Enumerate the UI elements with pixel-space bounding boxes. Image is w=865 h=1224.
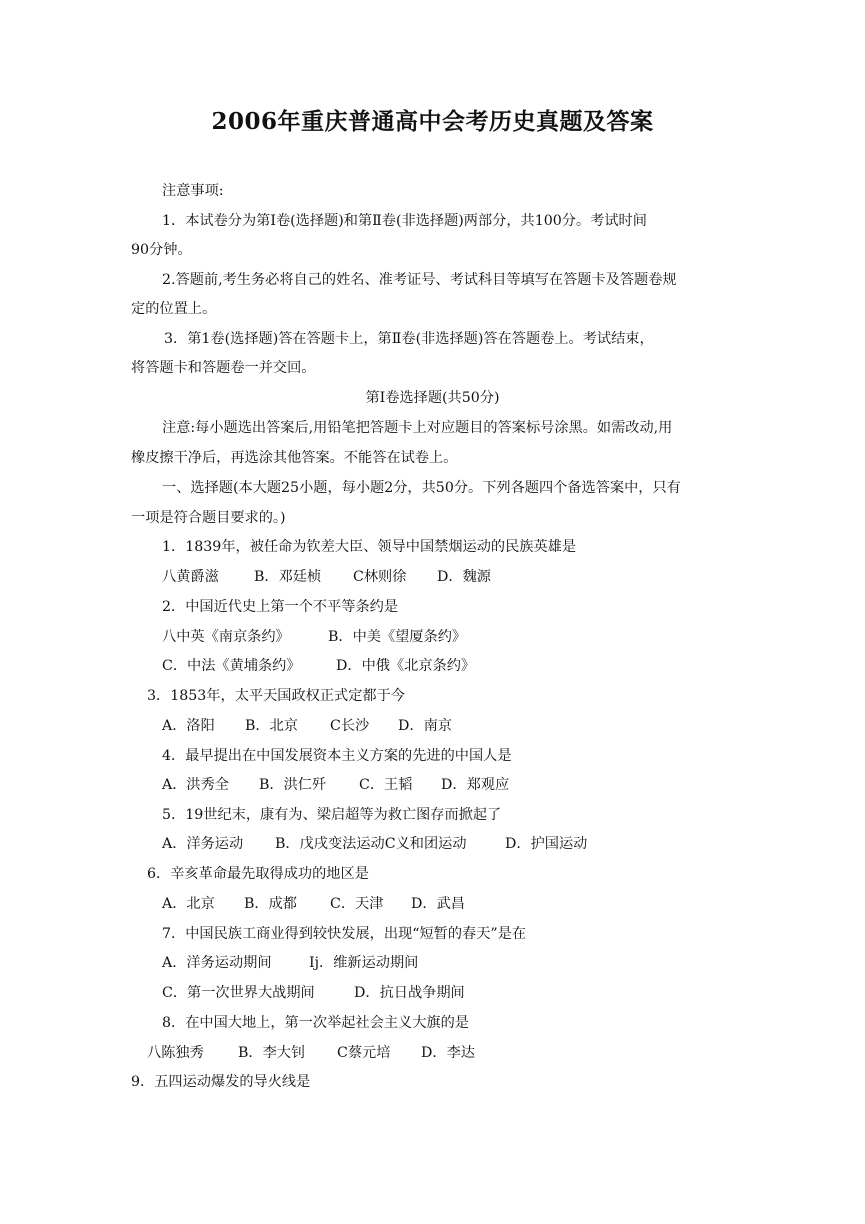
q6-option-d: D．武昌 xyxy=(411,896,465,912)
question-7-stem: 7．中国民族工商业得到较快发展，出现“短暂的春天”是在 xyxy=(162,926,527,942)
q8-option-a: 八陈独秀 xyxy=(147,1045,204,1061)
q8-option-c: C蔡元培 xyxy=(337,1045,391,1061)
q2-option-c: C．中法《黄埔条约》 xyxy=(162,658,301,674)
instruction-line-1: 一、选择题(本大题25小题，每小题2分，共50分。下列各题四个备选答案中，只有 xyxy=(162,480,681,496)
q2-option-d: D．中俄《北京条约》 xyxy=(336,658,476,674)
q6-option-c: C．天津 xyxy=(330,896,384,912)
q2-option-b: B．中美《望厦条约》 xyxy=(328,629,467,645)
q3-option-c: C长沙 xyxy=(330,718,370,734)
q7-option-b: Ij．维新运动期间 xyxy=(309,955,419,971)
q8-option-b: B．李大钊 xyxy=(238,1045,306,1061)
question-3-stem: 3．1853年，太平天国政权正式定都于今 xyxy=(147,688,405,704)
question-8-stem: 8．在中国大地上，第一次举起社会主义大旗的是 xyxy=(162,1015,469,1031)
question-3-options xyxy=(162,716,452,736)
question-7-options-row-2 xyxy=(162,983,465,1003)
q7-option-c: C．第一次世界大战期间 xyxy=(162,985,315,1001)
attention-line-1: 注意:每小题选出答案后,用铅笔把答题卡上对应题目的答案标号涂黑。如需改动,用 xyxy=(162,420,673,436)
q4-option-a: A．洪秀全 xyxy=(162,777,229,793)
q3-option-d: D．南京 xyxy=(398,718,452,734)
question-2-stem: 2．中国近代史上第一个不平等条约是 xyxy=(162,599,399,615)
question-7-options-row-1 xyxy=(162,953,418,973)
page-title: 2006年重庆普通高中会考历史真题及答案 xyxy=(211,108,654,135)
q5-option-b-c: B．戊戌变法运动C义和团运动 xyxy=(275,836,467,852)
attention-line-2: 橡皮擦干净后，再选涂其他答案。不能答在试卷上。 xyxy=(131,450,458,466)
notice-1-line-2: 90分钟。 xyxy=(131,242,192,258)
notice-2-line-1: 2.答题前,考生务必将自己的姓名、准考证号、考试科目等填写在答题卡及答题卷规 xyxy=(162,272,677,288)
q6-option-b: B．成都 xyxy=(244,896,297,912)
notice-3-line-1: 3．第1卷(选择题)答在答题卡上，第Ⅱ卷(非选择题)答在答题卷上。考试结束， xyxy=(164,331,654,347)
q5-option-a: A．洋务运动 xyxy=(162,836,244,852)
question-1-options xyxy=(162,567,491,587)
notice-1-line-1: 1．本试卷分为第Ⅰ卷(选择题)和第Ⅱ卷(非选择题)两部分，共100分。考试时间 xyxy=(162,213,647,229)
q8-option-d: D．李达 xyxy=(421,1045,475,1061)
question-6-options xyxy=(162,894,465,914)
q2-option-a: 八中英《南京条约》 xyxy=(162,629,290,645)
q7-option-d: D．抗日战争期间 xyxy=(354,985,465,1001)
question-2-options-row-1 xyxy=(162,627,466,647)
question-8-options xyxy=(147,1043,475,1063)
question-2-options-row-2 xyxy=(162,656,475,676)
question-4-options xyxy=(162,775,509,795)
question-1-stem: 1．1839年，被任命为钦差大臣、领导中国禁烟运动的民族英雄是 xyxy=(162,539,577,555)
q6-option-a: A．北京 xyxy=(162,896,215,912)
notice-3-line-2: 将答题卡和答题卷一并交回。 xyxy=(131,360,316,376)
question-5-stem: 5．19世纪末，康有为、梁启超等为救亡图存而掀起了 xyxy=(162,807,502,823)
notice-heading: 注意事项: xyxy=(162,183,224,199)
q4-option-b: B．洪仁歼 xyxy=(259,777,327,793)
instruction-line-2: 一项是符合题目要求的。) xyxy=(131,510,286,526)
q7-option-a: A．洋务运动期间 xyxy=(162,955,272,971)
section-title: 第Ⅰ卷选择题(共50分) xyxy=(365,390,500,406)
question-9-stem: 9．五四运动爆发的导火线是 xyxy=(131,1074,311,1090)
q4-option-d: D．郑观应 xyxy=(441,777,510,793)
question-6-stem: 6．辛亥革命最先取得成功的地区是 xyxy=(147,866,369,882)
question-5-options xyxy=(162,834,587,854)
q1-option-d: D．魏源 xyxy=(437,569,491,585)
q3-option-a: A．洛阳 xyxy=(162,718,215,734)
notice-2-line-2: 定的位置上。 xyxy=(131,301,217,317)
q3-option-b: B．北京 xyxy=(245,718,298,734)
q1-option-a: 八黄爵滋 xyxy=(162,569,219,585)
q1-option-c: C林则徐 xyxy=(353,569,407,585)
q1-option-b: B．邓廷桢 xyxy=(254,569,322,585)
q4-option-c: C．王韬 xyxy=(359,777,413,793)
q5-option-d: D．护国运动 xyxy=(505,836,588,852)
question-4-stem: 4．最早提出在中国发展资本主义方案的先进的中国人是 xyxy=(162,748,512,764)
